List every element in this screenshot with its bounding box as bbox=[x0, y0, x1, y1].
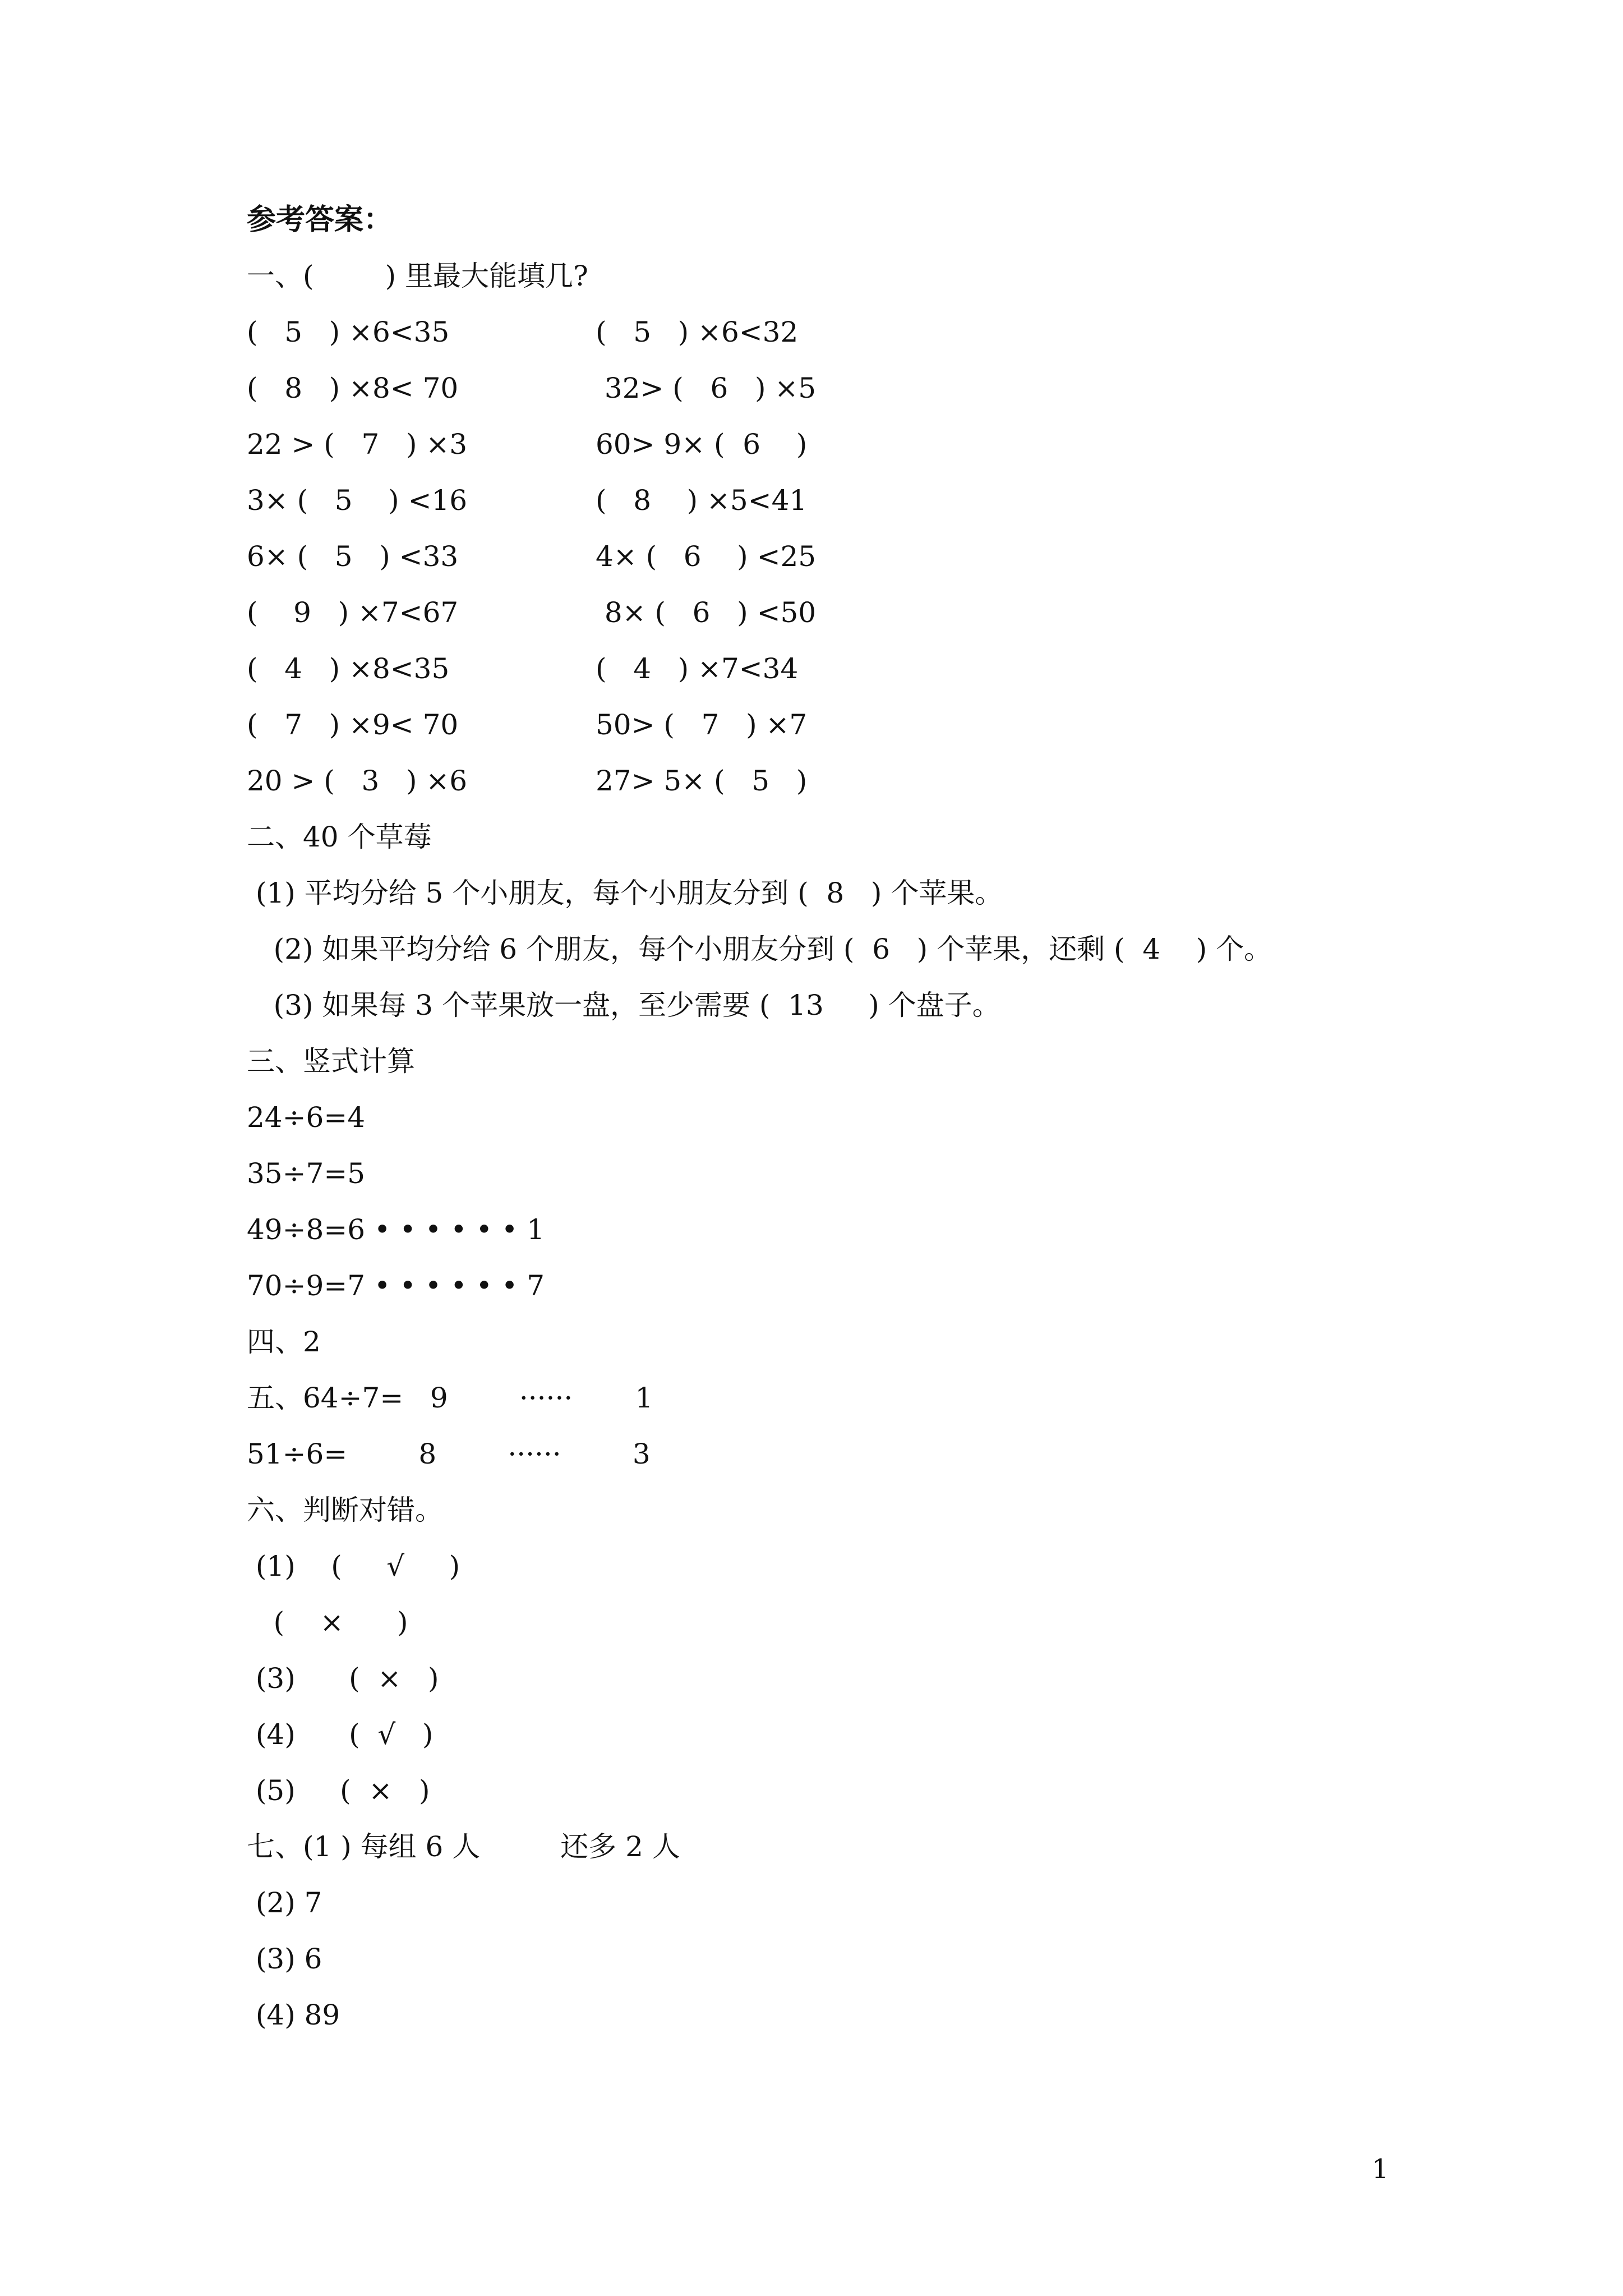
s6-item-1: (1) ( √ ) bbox=[247, 1550, 460, 1582]
s5-item-2: 51÷6= 8 ······ 3 bbox=[247, 1438, 651, 1470]
answer-title: 参考答案： bbox=[247, 203, 393, 237]
s6-item-2: ( × ) bbox=[247, 1606, 408, 1639]
section-4-heading: 四、2 bbox=[247, 1326, 321, 1358]
s2-item-2: (2) 如果平均分给 6 个朋友，每个小朋友分到 ( 6 ) 个苹果，还剩 ( 4 ) 个。 bbox=[247, 933, 1272, 965]
s3-item-1: 24÷6=4 bbox=[247, 1101, 366, 1134]
s6-item-4: (4) ( √ ) bbox=[247, 1718, 434, 1751]
s1-row-5-right: 4× ( 6 ) <25 bbox=[596, 540, 817, 573]
section-6-heading: 六、判断对错。 bbox=[247, 1494, 443, 1526]
section-1-heading: 一、( ) 里最大能填几? bbox=[247, 260, 588, 292]
s7-item-3: (3) 6 bbox=[247, 1943, 322, 1975]
s1-row-5-left: 6× ( 5 ) <33 bbox=[247, 540, 459, 573]
s1-row-9-left: 20 > ( 3 ) ×6 bbox=[247, 765, 468, 797]
s1-row-4-right: ( 8 ) ×5<41 bbox=[596, 484, 808, 517]
s1-row-4-left: 3× ( 5 ) <16 bbox=[247, 484, 468, 517]
s1-row-6-right: 8× ( 6 ) <50 bbox=[596, 596, 817, 629]
s7-item-1: 七、(1 ) 每组 6 人 还多 2 人 bbox=[247, 1830, 680, 1863]
s6-item-5: (5) ( × ) bbox=[247, 1774, 430, 1807]
s1-row-9-right: 27> 5× ( 5 ) bbox=[596, 765, 808, 797]
s1-row-8-right: 50> ( 7 ) ×7 bbox=[596, 708, 808, 741]
s3-item-3: 49÷8=6 • • • • • • 1 bbox=[247, 1213, 545, 1246]
s1-row-2-left: ( 8 ) ×8< 70 bbox=[247, 372, 459, 404]
s3-item-2: 35÷7=5 bbox=[247, 1157, 366, 1190]
s2-item-1: (1) 平均分给 5 个小朋友，每个小朋友分到 ( 8 ) 个苹果。 bbox=[247, 877, 1003, 909]
s1-row-1-right: ( 5 ) ×6<32 bbox=[596, 316, 799, 348]
s7-item-4: (4) 89 bbox=[247, 1999, 340, 2031]
s1-row-7-right: ( 4 ) ×7<34 bbox=[596, 652, 799, 685]
page-number: 1 bbox=[1372, 2154, 1389, 2185]
s7-item-2: (2) 7 bbox=[247, 1887, 322, 1919]
section-3-heading: 三、竖式计算 bbox=[247, 1045, 415, 1078]
section-2-heading: 二、40 个草莓 bbox=[247, 821, 432, 853]
s1-row-1-left: ( 5 ) ×6<35 bbox=[247, 316, 450, 348]
s3-item-4: 70÷9=7 • • • • • • 7 bbox=[247, 1269, 545, 1302]
s1-row-3-right: 60> 9× ( 6 ) bbox=[596, 428, 808, 461]
s1-row-7-left: ( 4 ) ×8<35 bbox=[247, 652, 450, 685]
s6-item-3: (3) ( × ) bbox=[247, 1662, 439, 1695]
s1-row-2-right: 32> ( 6 ) ×5 bbox=[596, 372, 817, 404]
s5-item-1: 五、64÷7= 9 ······ 1 bbox=[247, 1382, 653, 1414]
s1-row-3-left: 22 > ( 7 ) ×3 bbox=[247, 428, 468, 461]
s2-item-3: (3) 如果每 3 个苹果放一盘，至少需要 ( 13 ) 个盘子。 bbox=[247, 989, 1000, 1022]
s1-row-6-left: ( 9 ) ×7<67 bbox=[247, 596, 459, 629]
s1-row-8-left: ( 7 ) ×9< 70 bbox=[247, 708, 459, 741]
